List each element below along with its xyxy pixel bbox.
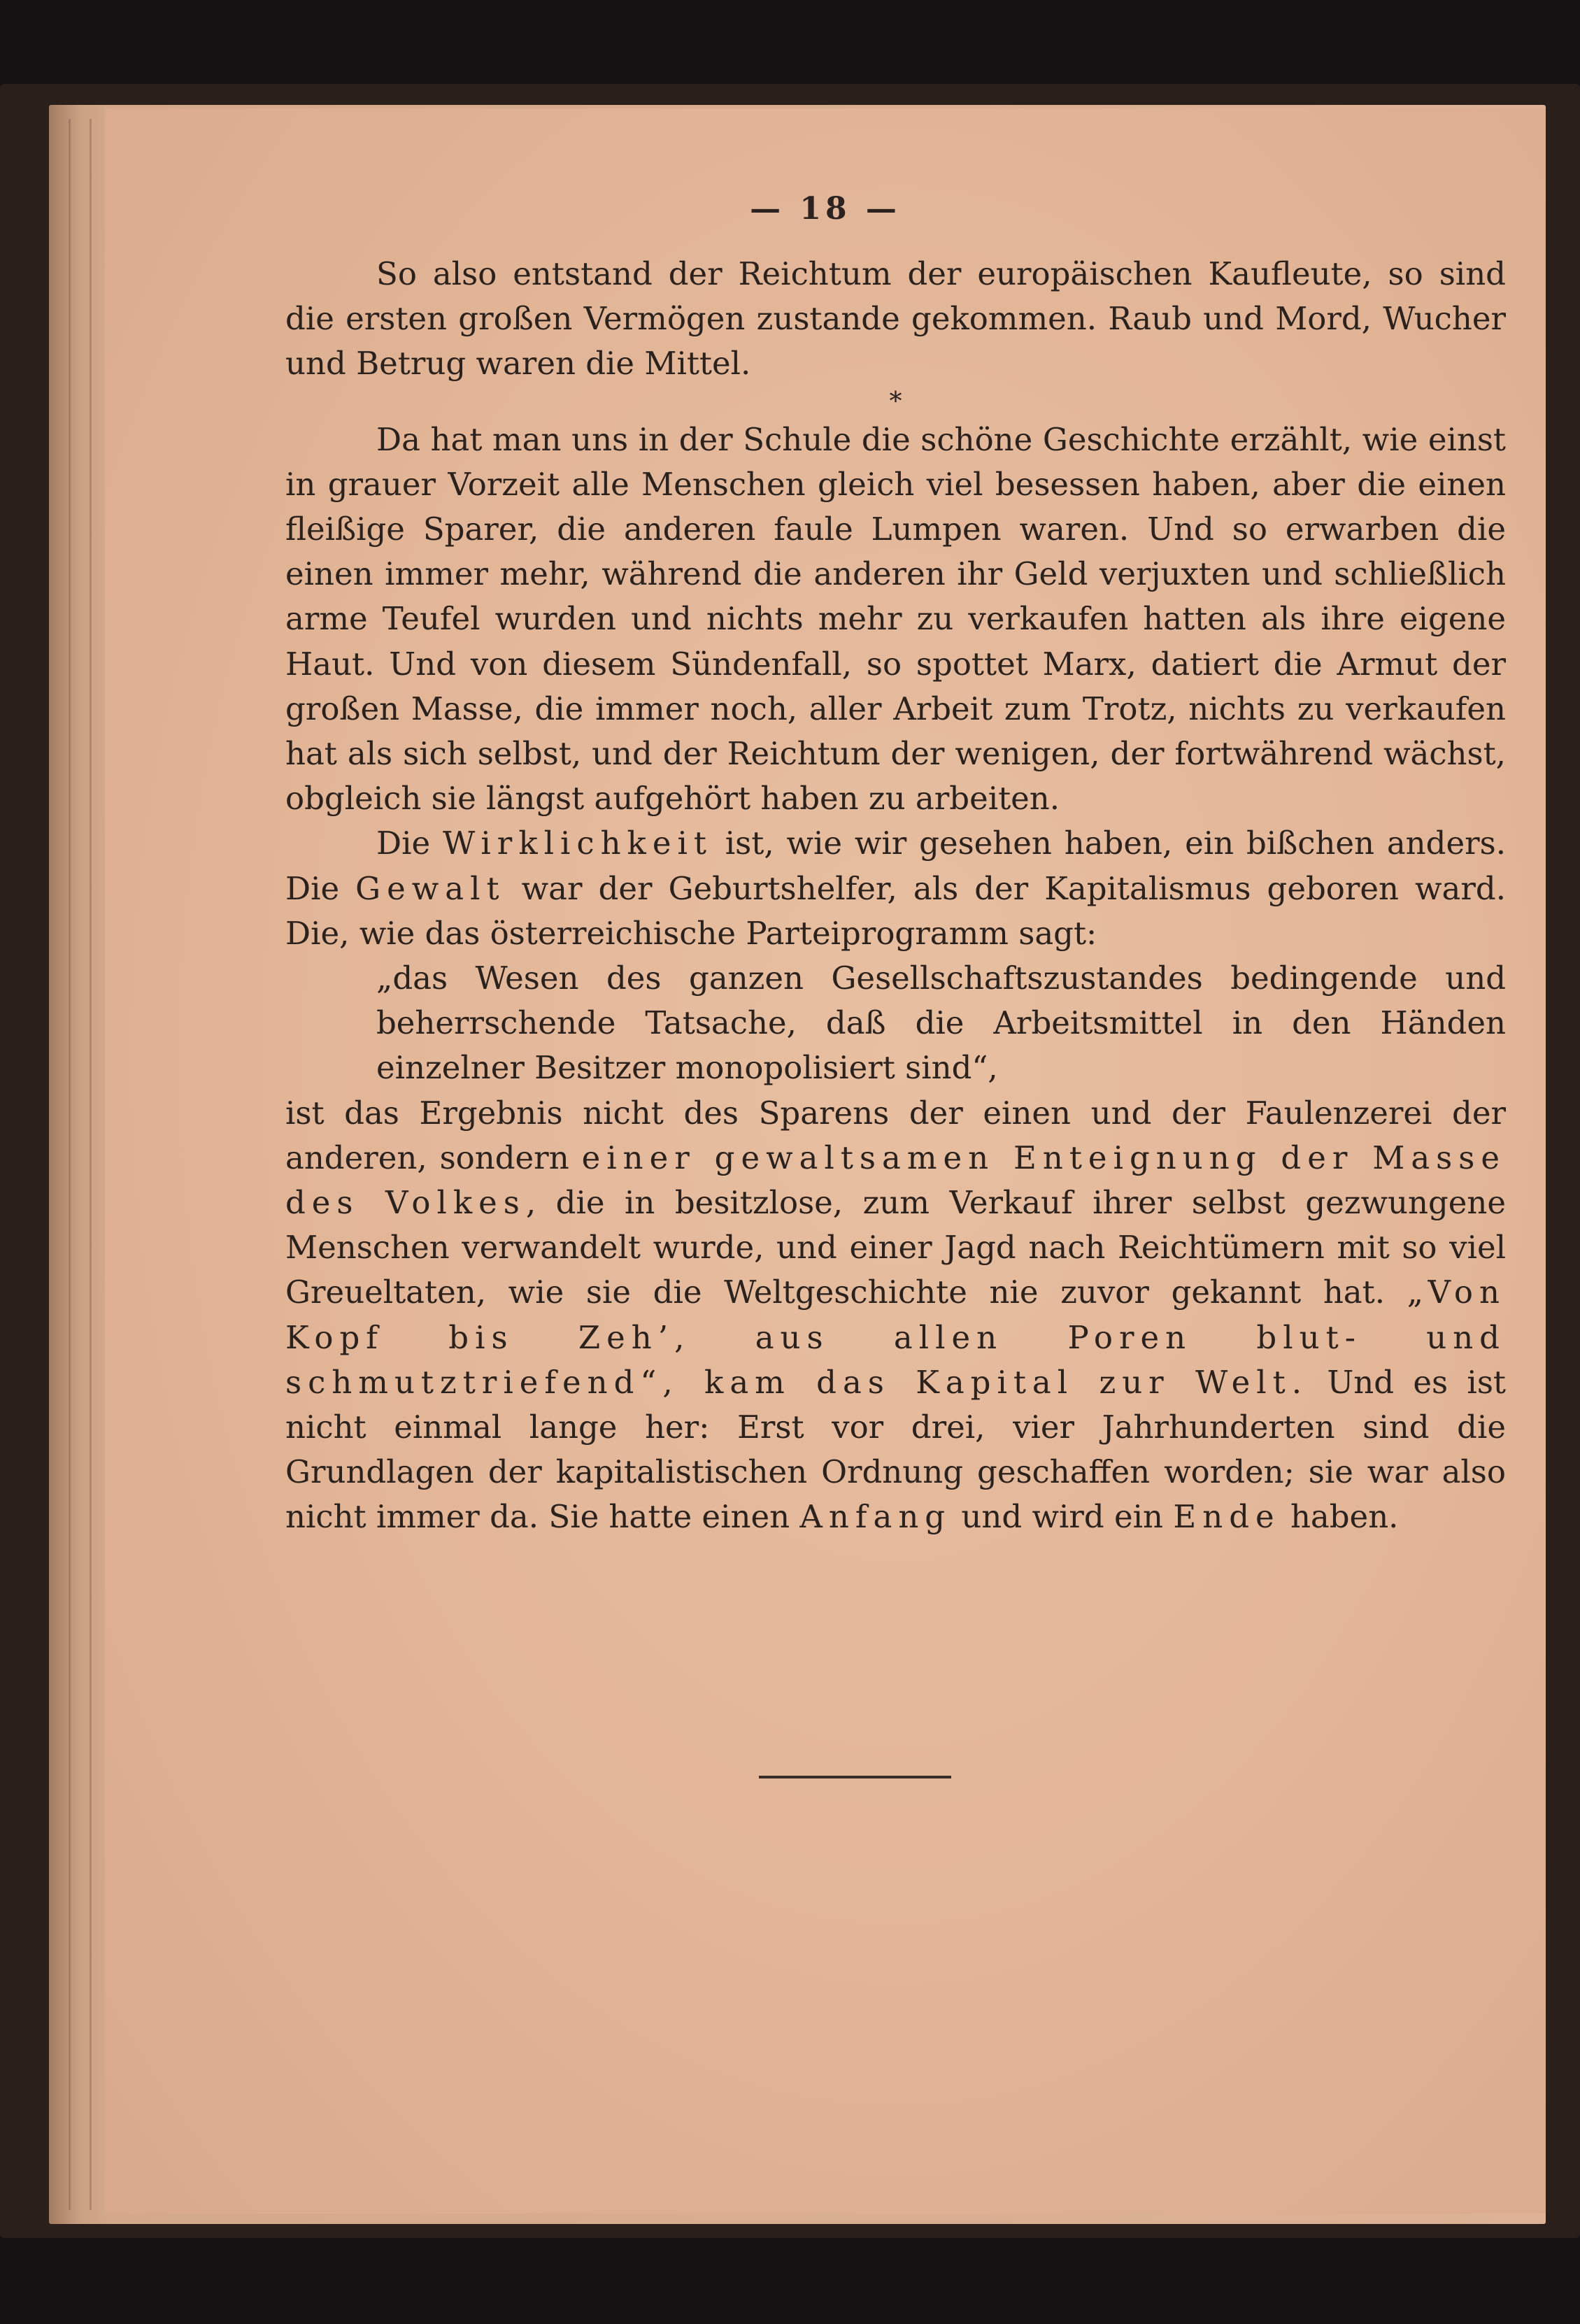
section-separator: * xyxy=(889,387,902,416)
emphasis-ende: Ende xyxy=(1173,1498,1281,1536)
emphasis-enteignung: einer gewaltsamen Enteignung der Masse des Volkes xyxy=(285,1139,1506,1222)
paragraph-4-text: und wird ein xyxy=(951,1498,1174,1536)
paragraph-4 xyxy=(285,1091,1506,1540)
paragraph-3-text: Die xyxy=(376,825,443,862)
paragraph-1: So also entstand der Reichtum der europäischen Kaufleute, so sind die ersten großen Vermögen zustande gekommen. Raub und Mord, Wucher und Betrug waren die Mittel. xyxy=(285,255,1506,383)
paragraph-2: Da hat man uns in der Schule die schöne Geschichte erzählt, wie einst in grauer Vorzeit alle Menschen gleich viel besessen haben, aber die einen fleißige Sparer, die anderen faule Lumpen waren. Und so erwarben die einen immer mehr, während die anderen ihr Geld verjuxten und schließlich arme Teufel wurden und nichts mehr zu verkaufen hatten als ihre eigene Haut. Und von diesem Sündenfall, so spottet Marx, datiert die Armut der großen Masse, die immer noch, aller Arbeit zum Trotz, nichts zu verkaufen hat als sich selbst, und der Reichtum der wenigen, der fortwährend wächst, obgleich sie längst aufgehört haben zu arbeiten. xyxy=(285,420,1506,818)
paragraph-3-text: war der Geburtshelfer, als der Kapitalismus geboren ward. Die, wie das österreichische Parteiprogramm sagt: xyxy=(285,869,1507,952)
emphasis-gewalt: Gewalt xyxy=(355,869,506,907)
page-edge-line xyxy=(69,119,71,2210)
paragraph-4-text: haben. xyxy=(1280,1498,1399,1536)
body-text xyxy=(285,252,1506,1540)
emphasis-anfang: Anfang xyxy=(799,1498,952,1536)
paragraph-3 xyxy=(285,821,1506,956)
emphasis-marx-quote: „Von Kopf bis Zeh’, aus allen Poren blut- und schmutztriefend“, kam das Kapital zur Welt. xyxy=(285,1274,1506,1401)
page-edge-line xyxy=(90,119,92,2210)
end-rule xyxy=(759,1776,951,1778)
paragraph-3-text: ist, wie wir gesehen haben, ein bißchen anders. Die xyxy=(285,825,1507,907)
book-page xyxy=(105,108,1546,2213)
paragraph-4-text: ist das Ergebnis nicht des Sparens der einen und der Faulenzerei der anderen, sondern xyxy=(285,1094,1506,1176)
program-quote: „das Wesen des ganzen Gesellschaftszustandes bedingende und beherrschende Tatsache, daß die Arbeitsmittel in den Händen einzelner Besitzer monopolisiert sind“, xyxy=(376,960,1506,1087)
page-number: — 18 — xyxy=(750,191,901,227)
paragraph-4-text: , die in besitzlose, zum Verkauf ihrer selbst gezwungene Menschen verwandelt wurde, und einer Jagd nach Reichtümern mit so viel Greueltaten, wie sie die Weltgeschichte nie zuvor gekannt hat. xyxy=(285,1184,1506,1311)
paragraph-4-text: Und es ist nicht einmal lange her: Erst vor drei, vier Jahrhunderten sind die Grundlagen der kapitalistischen Ordnung geschaffen worden; sie war also nicht immer da. Sie hatte einen xyxy=(285,1363,1507,1536)
emphasis-wirklichkeit: Wirklichkeit xyxy=(442,825,713,862)
